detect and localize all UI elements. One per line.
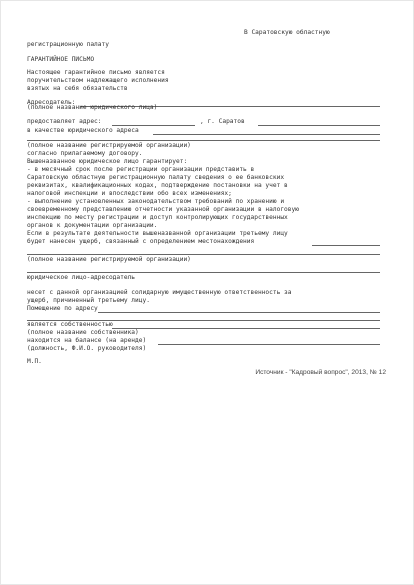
- paragraph2-line-1: - выполнение установленных законодательством требований по хранению и: [27, 198, 285, 205]
- legal-entity-caption: (полное название юридического лица): [27, 104, 158, 111]
- legal-address-blank-line: [153, 134, 380, 135]
- per-contract-text: согласно прилагаемому договору.: [27, 150, 143, 157]
- as-legal-address-label: в качестве юридического адреса: [27, 127, 139, 134]
- liability-line-1: несет с данной организацией солидарную имущественную ответственность за: [27, 289, 292, 296]
- provides-address-label: предоставляет адрес:: [27, 118, 102, 125]
- owner-blank-line: [112, 328, 380, 329]
- liability-line-2: ущерб, причиненный третьему лицу.: [27, 297, 150, 304]
- paragraph3-line-1: Если в результате деятельности вышеназванной организации третьему лицу: [27, 230, 288, 237]
- document-title: ГАРАНТИЙНОЕ ПИСЬМО: [27, 56, 95, 63]
- paragraph3-line-2: будет нанесен ущерб, связанный с определением местонахождения: [27, 238, 255, 245]
- position-caption: (должность, Ф.И.О. руководителя): [27, 345, 147, 352]
- registered-org-blank-line-2: [27, 254, 380, 255]
- building-label: Помещение по адресу: [27, 305, 98, 312]
- addressee-line-2: регистрационную палату: [27, 41, 109, 48]
- address-label: Адресодатель:: [27, 99, 76, 106]
- paragraph1-line-1: - в месячный срок после регистрации организации представить в: [27, 166, 255, 173]
- intro-line-3: взятых на себя обязательств: [27, 85, 128, 92]
- guarantor-blank-line: [27, 272, 380, 273]
- guarantees-intro: Вышеназванное юридическое лицо гарантирует:: [27, 158, 188, 165]
- address-blank-line: [112, 125, 195, 126]
- intro-line-1: Настоящее гарантийное письмо является: [27, 69, 165, 76]
- building-address-blank-line: [98, 312, 380, 313]
- street-blank-line: [258, 125, 380, 126]
- stamp-label: М.П.: [27, 358, 42, 365]
- owner-caption: (полное название собственника): [27, 329, 139, 336]
- registered-org-blank-line: [27, 140, 380, 141]
- paragraph2-line-2: своевременному представлению отчетности указанной организации в налоговую: [27, 206, 299, 213]
- legal-entity-guarantor: юридическое лицо-адресодатель: [27, 274, 136, 281]
- location-blank-line: [312, 245, 380, 246]
- paragraph2-line-4: органов к документации организации.: [27, 222, 158, 229]
- addressee-line-1: В Саратовскую областную: [244, 29, 330, 36]
- registered-org-caption: (полное название регистрируемой организации): [27, 142, 191, 149]
- paragraph1-line-3: реквизитах, квалификационных кодах, подтверждение постановки на учет в: [27, 182, 288, 189]
- paragraph1-line-2: Саратовскую областную регистрационную палату сведения о ее банковских: [27, 174, 285, 181]
- paragraph2-line-3: инспекцию по месту регистрации и доступ контролирующих государственных: [27, 214, 288, 221]
- intro-line-2: поручительством надлежащего исполнения: [27, 77, 169, 84]
- city-label: , г. Саратов: [200, 118, 245, 125]
- balance-blank-line: [158, 344, 380, 345]
- owner-label: является собственностью: [27, 321, 113, 328]
- registered-org-caption-2: (полное название регистрируемой организации): [27, 256, 191, 263]
- balance-label: находится на балансе (на аренде): [27, 337, 147, 344]
- source-citation: Источник - "Кадровый вопрос", 2013, № 12: [255, 369, 386, 376]
- paragraph1-line-4: налоговой инспекции и впоследствии обо всех изменениях;: [27, 190, 232, 197]
